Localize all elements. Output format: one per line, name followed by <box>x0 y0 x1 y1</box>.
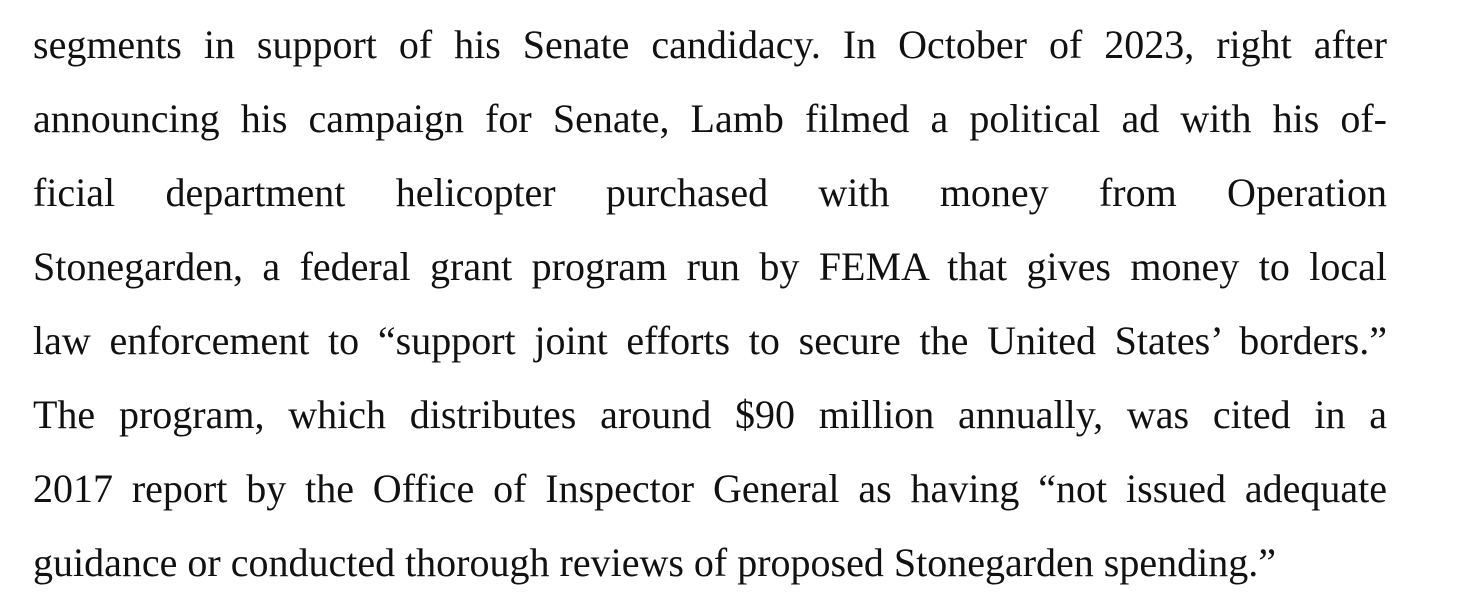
text-line-3: ficial department helicopter purchased with money from Operation <box>33 170 1387 215</box>
text-line-6: The program, which distributes around $90 million annually, was cited in a <box>33 392 1387 437</box>
text-line-1: segments in support of his Senate candidacy. In October of 2023, right after <box>33 22 1387 67</box>
text-line-8: guidance or conducted thorough reviews of proposed Stonegarden spending.” <box>33 540 1276 585</box>
text-line-7: 2017 report by the Office of Inspector General as having “not issued adequate <box>33 466 1387 511</box>
text-line-5: law enforcement to “support joint efforts to secure the United States’ borders.” <box>33 318 1387 363</box>
text-line-4: Stonegarden, a federal grant program run by FEMA that gives money to local <box>33 244 1387 289</box>
text-line-2: announcing his campaign for Senate, Lamb filmed a political ad with his of- <box>33 96 1387 141</box>
